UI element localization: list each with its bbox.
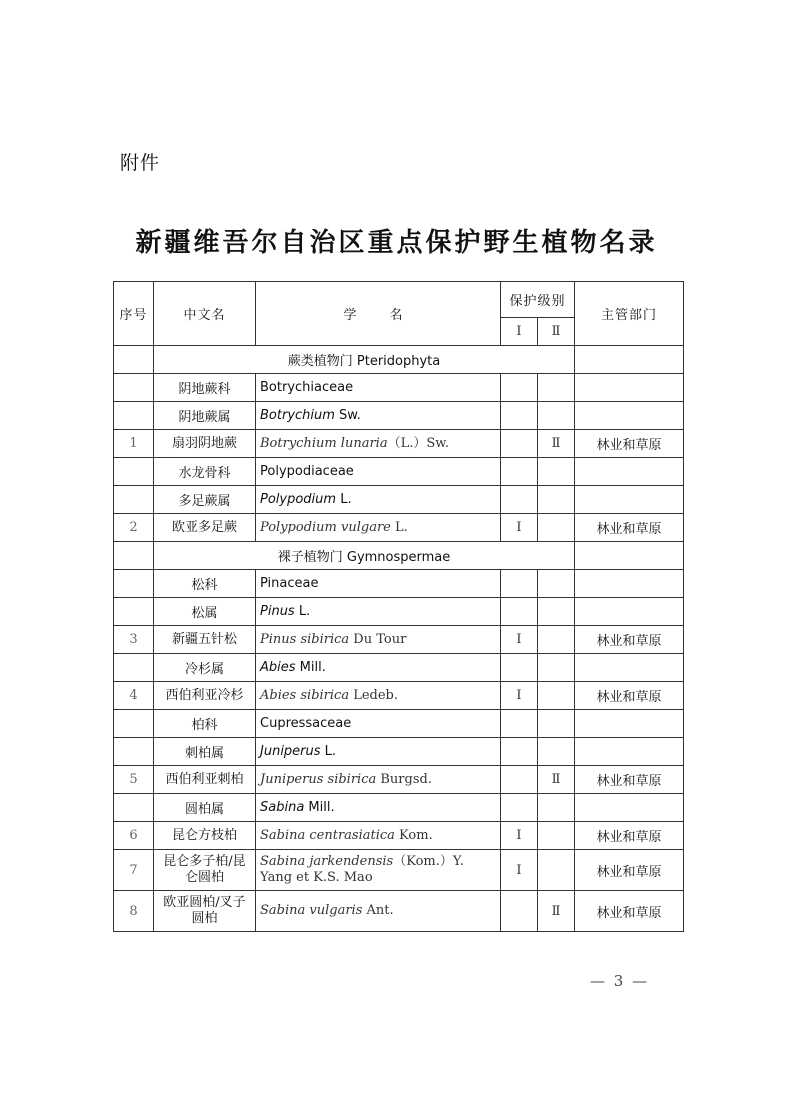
species-no: 5 [114, 766, 154, 794]
table-row [114, 738, 684, 766]
row-level-1 [501, 374, 538, 402]
species-dept: 林业和草原 [575, 822, 684, 850]
table-row [114, 458, 684, 486]
table-row [114, 346, 684, 374]
row-no [114, 458, 154, 486]
row-level-1 [501, 794, 538, 822]
genus-name: Abies [260, 660, 296, 675]
table-row [114, 514, 684, 542]
species-level-2: Ⅱ [538, 766, 575, 794]
row-dept [575, 598, 684, 626]
species-cn-name: 扇羽阴地蕨 [154, 430, 256, 458]
row-level-1 [501, 710, 538, 738]
family-sci-name: Cupressaceae [256, 710, 501, 738]
species-cn-name: 西伯利亚冷杉 [154, 682, 256, 710]
table-row [114, 794, 684, 822]
species-author: Ant. [362, 903, 394, 918]
genus-cn-name: 冷杉属 [154, 654, 256, 682]
family-sci-name: Polypodiaceae [256, 458, 501, 486]
genus-name: Pinus [260, 604, 295, 619]
row-no [114, 542, 154, 570]
genus-cn-name: 阴地蕨属 [154, 402, 256, 430]
species-level-1: Ⅰ [501, 626, 538, 654]
species-no: 2 [114, 514, 154, 542]
row-level-2 [538, 738, 575, 766]
species-author: Du Tour [349, 631, 407, 647]
species-level-2 [538, 626, 575, 654]
genus-author: L. [336, 492, 352, 507]
genus-author: L. [320, 744, 337, 759]
row-no [114, 654, 154, 682]
row-level-2 [538, 794, 575, 822]
species-dept: 林业和草原 [575, 891, 684, 932]
species-name: Sabina centrasiatica [260, 827, 395, 843]
species-cn-name: 欧亚多足蕨 [154, 514, 256, 542]
genus-sci-name [256, 654, 501, 682]
header-level: 保护级别 [501, 282, 575, 318]
row-dept [575, 738, 684, 766]
page-number: — 3 — [590, 972, 650, 990]
family-sci-name: Botrychiaceae [256, 374, 501, 402]
species-name: Juniperus sibirica [260, 771, 377, 787]
species-name: Sabina vulgaris [260, 903, 363, 918]
species-sci-name [256, 766, 501, 794]
table-row [114, 374, 684, 402]
species-name: Botrychium lunaria [260, 435, 388, 451]
species-cn-name: 西伯利亚刺柏 [154, 766, 256, 794]
row-level-1 [501, 458, 538, 486]
genus-sci-name [256, 794, 501, 822]
species-cn-name: 昆仑方枝柏 [154, 822, 256, 850]
genus-sci-name [256, 738, 501, 766]
species-sci-name [256, 822, 501, 850]
row-level-1 [501, 402, 538, 430]
genus-author: Mill. [295, 660, 326, 675]
species-name: Abies sibirica [260, 687, 350, 703]
species-cn-name: 新疆五针松 [154, 626, 256, 654]
table-row [114, 682, 684, 710]
genus-cn-name: 刺柏属 [154, 738, 256, 766]
row-level-2 [538, 654, 575, 682]
family-cn-name: 水龙骨科 [154, 458, 256, 486]
row-dept [575, 374, 684, 402]
table-row [114, 822, 684, 850]
attachment-label: 附件 [120, 152, 161, 174]
header-cn-name: 中文名 [154, 282, 256, 346]
species-level-1 [501, 891, 538, 932]
species-level-2 [538, 850, 575, 891]
row-no [114, 486, 154, 514]
family-cn-name: 阴地蕨科 [154, 374, 256, 402]
species-author: Ledeb. [349, 687, 399, 703]
genus-sci-name [256, 402, 501, 430]
genus-name: Juniperus [260, 744, 321, 759]
phylum-name: 裸子植物门 Gymnospermae [154, 542, 575, 570]
genus-cn-name: 多足蕨属 [154, 486, 256, 514]
species-no: 7 [114, 850, 154, 891]
species-author: Burgsd. [376, 771, 432, 787]
species-dept: 林业和草原 [575, 766, 684, 794]
row-level-1 [501, 654, 538, 682]
species-dept: 林业和草原 [575, 514, 684, 542]
row-level-2 [538, 570, 575, 598]
row-level-2 [538, 710, 575, 738]
species-sci-name [256, 850, 501, 891]
row-dept [575, 710, 684, 738]
species-level-1: Ⅰ [501, 822, 538, 850]
species-name: Sabina jarkendensis [260, 854, 394, 869]
species-sci-name [256, 891, 501, 932]
row-dept [575, 654, 684, 682]
species-level-2 [538, 682, 575, 710]
genus-author: Sw. [334, 408, 361, 423]
table-row [114, 570, 684, 598]
species-author: L. [390, 519, 408, 535]
species-level-1: Ⅰ [501, 682, 538, 710]
species-author: （Kom.）Y. Yang et K.S. Mao [260, 854, 464, 885]
genus-cn-name: 松属 [154, 598, 256, 626]
table-row [114, 486, 684, 514]
species-cn-name: 昆仑多子柏/昆仑圆柏 [154, 850, 256, 891]
row-level-2 [538, 402, 575, 430]
table-row [114, 626, 684, 654]
species-no: 3 [114, 626, 154, 654]
table-row [114, 850, 684, 891]
table-row [114, 598, 684, 626]
table-row [114, 542, 684, 570]
species-level-2 [538, 514, 575, 542]
row-dept [575, 794, 684, 822]
row-level-2 [538, 486, 575, 514]
genus-author: Mill. [304, 800, 335, 815]
genus-sci-name [256, 486, 501, 514]
row-level-2 [538, 374, 575, 402]
species-no: 8 [114, 891, 154, 932]
plant-list-table [113, 281, 684, 932]
genus-cn-name: 圆柏属 [154, 794, 256, 822]
table-row [114, 891, 684, 932]
species-sci-name [256, 514, 501, 542]
row-dept [575, 346, 684, 374]
genus-name: Sabina [260, 800, 305, 815]
header-sci-name: 学 名 [256, 282, 501, 346]
table-row [114, 402, 684, 430]
row-level-1 [501, 598, 538, 626]
species-level-2: Ⅱ [538, 891, 575, 932]
row-level-1 [501, 486, 538, 514]
species-dept: 林业和草原 [575, 626, 684, 654]
family-cn-name: 松科 [154, 570, 256, 598]
species-dept: 林业和草原 [575, 682, 684, 710]
species-sci-name [256, 682, 501, 710]
species-level-1: Ⅰ [501, 514, 538, 542]
row-no [114, 570, 154, 598]
row-dept [575, 458, 684, 486]
row-level-2 [538, 598, 575, 626]
table-row [114, 710, 684, 738]
species-no: 1 [114, 430, 154, 458]
row-no [114, 374, 154, 402]
genus-sci-name [256, 598, 501, 626]
family-cn-name: 柏科 [154, 710, 256, 738]
species-no: 6 [114, 822, 154, 850]
species-author: Kom. [394, 827, 433, 843]
row-level-1 [501, 738, 538, 766]
species-no: 4 [114, 682, 154, 710]
row-level-1 [501, 570, 538, 598]
family-sci-name: Pinaceae [256, 570, 501, 598]
genus-name: Polypodium [260, 492, 337, 507]
species-dept: 林业和草原 [575, 430, 684, 458]
genus-name: Botrychium [260, 408, 335, 423]
table-row [114, 430, 684, 458]
species-sci-name [256, 626, 501, 654]
header-no: 序号 [114, 282, 154, 346]
phylum-name: 蕨类植物门 Pteridophyta [154, 346, 575, 374]
row-dept [575, 486, 684, 514]
row-level-2 [538, 458, 575, 486]
row-no [114, 738, 154, 766]
species-sci-name [256, 430, 501, 458]
species-level-1: Ⅰ [501, 850, 538, 891]
species-dept: 林业和草原 [575, 850, 684, 891]
row-dept [575, 542, 684, 570]
row-no [114, 710, 154, 738]
species-name: Polypodium vulgare [260, 519, 391, 535]
row-dept [575, 570, 684, 598]
species-level-1 [501, 766, 538, 794]
species-cn-name: 欧亚圆柏/叉子圆柏 [154, 891, 256, 932]
row-dept [575, 402, 684, 430]
table-row [114, 654, 684, 682]
header-level-1: Ⅰ [501, 318, 538, 346]
species-author: （L.）Sw. [387, 435, 449, 451]
document-title: 新疆维吾尔自治区重点保护野生植物名录 [135, 228, 658, 258]
row-no [114, 402, 154, 430]
species-level-2 [538, 822, 575, 850]
row-no [114, 794, 154, 822]
genus-author: L. [294, 604, 311, 619]
row-no [114, 346, 154, 374]
species-level-1 [501, 430, 538, 458]
table-row [114, 766, 684, 794]
row-no [114, 598, 154, 626]
species-name: Pinus sibirica [260, 631, 350, 647]
header-level-2: Ⅱ [538, 318, 575, 346]
species-level-2: Ⅱ [538, 430, 575, 458]
header-dept: 主管部门 [575, 282, 684, 346]
